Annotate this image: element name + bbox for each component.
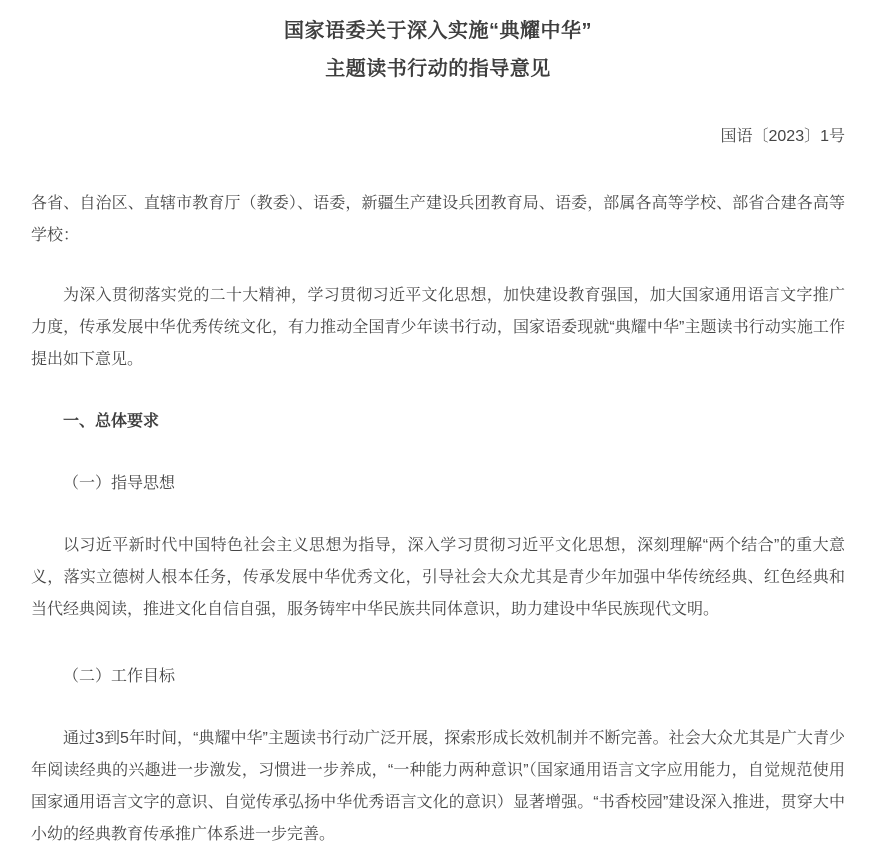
subsection-heading-guiding-ideology: （一）指导思想 (63, 475, 176, 492)
document-title (31, 12, 845, 88)
document-title-line1: 国家语委关于深入实施“典耀中华” (284, 20, 592, 42)
subsection-heading-work-goals: （二）工作目标 (63, 668, 176, 685)
intro-paragraph: 为深入贯彻落实党的二十大精神，学习贯彻习近平文化思想，加快建设教育强国，加大国家通用语言文字推广力度，传承发展中华优秀传统文化，有力推动全国青少年读书行动，国家语委现就“典耀中华”主题读书行动实施工作提出如下意见。 (31, 287, 845, 368)
section-heading-overall-requirements: 一、总体要求 (63, 413, 160, 430)
subsection-body-guiding-ideology: 以习近平新时代中国特色社会主义思想为指导，深入学习贯彻习近平文化思想，深刻理解“两个结合”的重大意义，落实立德树人根本任务，传承发展中华优秀文化，引导社会大众尤其是青少年加强中华传统经典、红色经典和当代经典阅读，推进文化自信自强，服务铸牢中华民族共同体意识，助力建设中华民族现代文明。 (31, 537, 845, 618)
document-number: 国语〔2023〕1号 (720, 128, 845, 145)
salutation-paragraph: 各省、自治区、直辖市教育厅（教委）、语委，新疆生产建设兵团教育局、语委，部属各高等学校、部省合建各高等学校： (31, 195, 845, 244)
document-title-line2: 主题读书行动的指导意见 (325, 58, 551, 80)
subsection-body-work-goals: 通过3到5年时间，“典耀中华”主题读书行动广泛开展，探索形成长效机制并不断完善。社会大众尤其是广大青少年阅读经典的兴趣进一步激发，习惯进一步养成，“一种能力两种意识”（国家通用语言文字应用能力，自觉规范使用国家通用语言文字的意识、自觉传承弘扬中华优秀语言文化的意识）显著增强。“书香校园”建设深入推进，贯穿大中小幼的经典教育传承推广体系进一步完善。 (31, 730, 845, 843)
